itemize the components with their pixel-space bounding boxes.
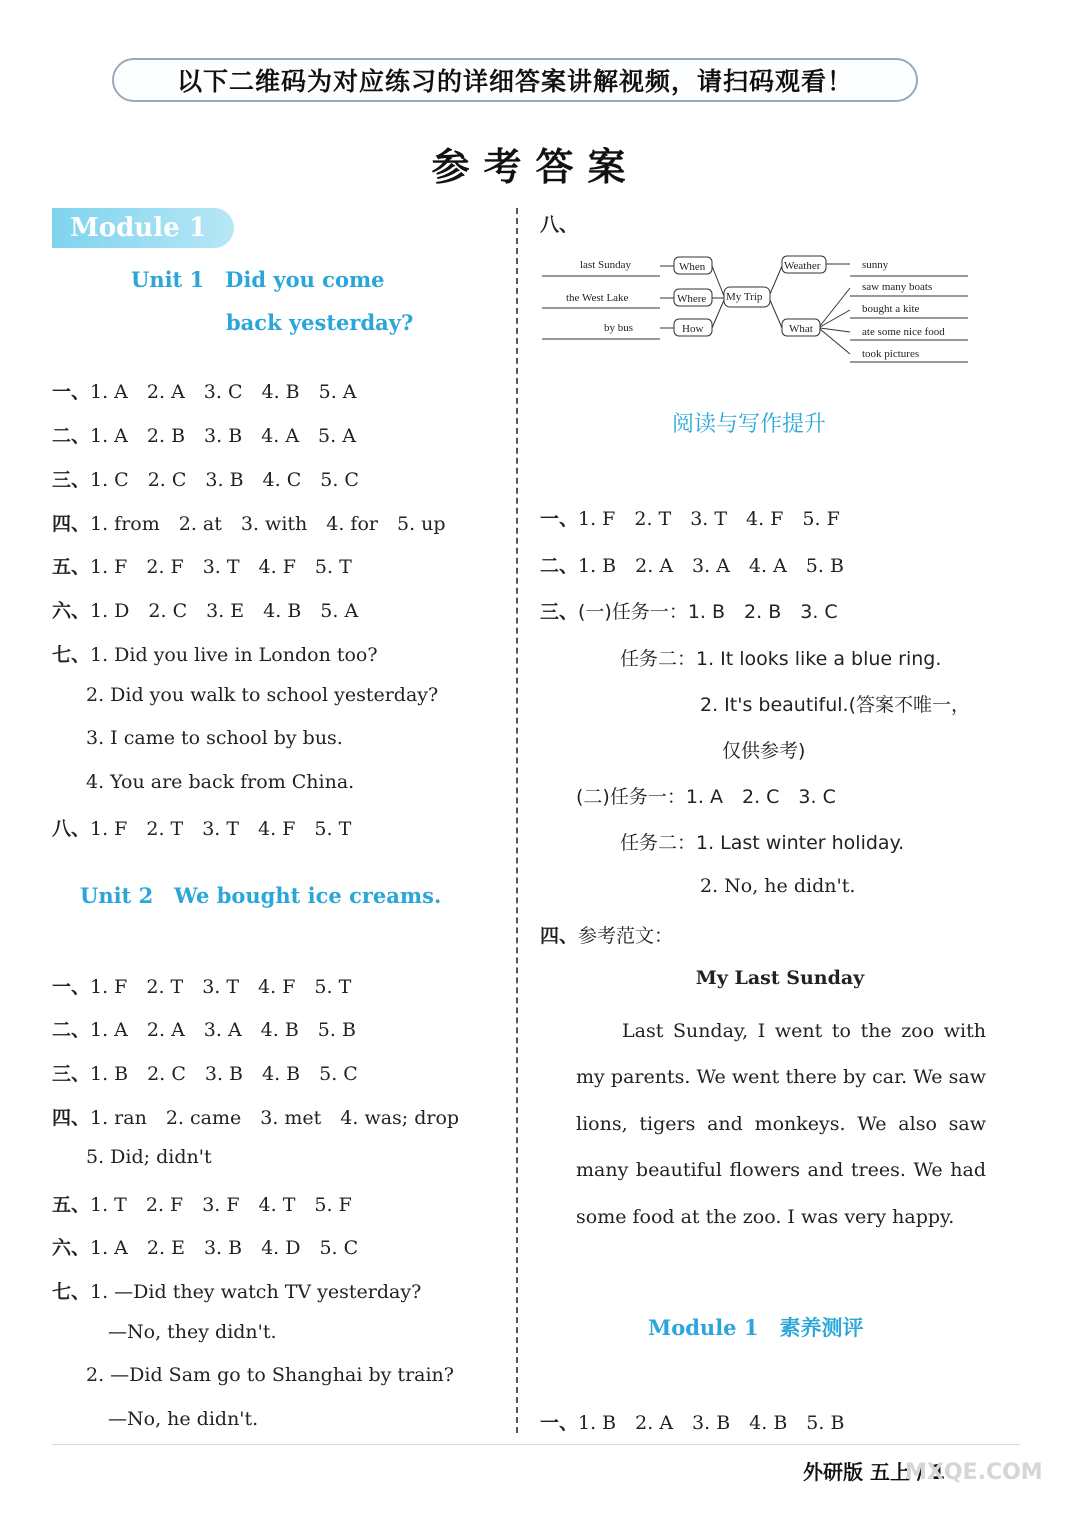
answer-line: 二、1. A 2. A 3. A 4. B 5. B: [52, 1019, 356, 1041]
answer-line: 五、1. F 2. F 3. T 4. F 5. T: [52, 556, 352, 578]
answer-line: 一、1. B 2. A 3. B 4. B 5. B: [540, 1412, 845, 1434]
diagram-answer-when: last Sunday: [580, 259, 632, 271]
qr-notice-banner: [112, 58, 918, 102]
diagram-answer-how: by bus: [604, 322, 634, 334]
answer-line: 一、1. F 2. T 3. T 4. F 5. F: [540, 508, 840, 530]
answer-line: —No, he didn't.: [108, 1408, 259, 1430]
answer-line: 六、1. D 2. C 3. E 4. B 5. A: [52, 600, 359, 622]
answer-line: 六、1. A 2. E 3. B 4. D 5. C: [52, 1237, 359, 1259]
diagram-answer-what: saw many boats: [862, 281, 933, 293]
reading-writing-heading: 阅读与写作提升: [672, 412, 827, 437]
diagram-node-weather: Weather: [784, 260, 821, 272]
answer-line: (二)任务一：1. A 2. C 3. C: [576, 786, 836, 808]
unit1-heading-line2: back yesterday?: [226, 310, 414, 335]
diagram-node-where: Where: [677, 293, 707, 305]
answer-line: 三、1. C 2. C 3. B 4. C 5. C: [52, 469, 359, 491]
answer-line: 2. No, he didn't.: [700, 875, 856, 897]
page-footer: 外研版 五上 / 1: [803, 1460, 946, 1484]
essay-title: My Last Sunday: [695, 967, 865, 989]
answer-line: 任务二：1. It looks like a blue ring.: [620, 648, 942, 670]
answer-line: 二、1. B 2. A 3. A 4. A 5. B: [540, 555, 844, 577]
banner-text: 以下二维码为对应练习的详细答案讲解视频，请扫码观看！: [176, 67, 853, 96]
diagram-answer-what: ate some nice food: [862, 326, 945, 338]
answer-line: 任务二：1. Last winter holiday.: [620, 832, 905, 854]
diagram-center: My Trip: [726, 291, 763, 303]
answer-line: 四、参考范文：: [540, 925, 674, 947]
diagram-answer-what: bought a kite: [862, 303, 920, 315]
diagram-answer-where: the West Lake: [566, 292, 629, 304]
answer-line: —No, they didn't.: [108, 1321, 277, 1343]
diagram-node-when: When: [679, 261, 706, 273]
site-watermark: MXQE.COM: [905, 1460, 1043, 1485]
bottom-rule: [52, 1444, 1020, 1445]
trip-mind-map: [538, 248, 978, 373]
answer-line: 二、1. A 2. B 3. B 4. A 5. A: [52, 425, 356, 447]
answer-line: 八、1. F 2. T 3. T 4. F 5. T: [52, 818, 352, 840]
model-essay: Last Sunday, I went to the zoo with my parents. We went there by car. We saw lions, tigers and monkeys. We also saw many beautiful flowers and trees. We had some food at the zoo. I was very happy.: [576, 1020, 986, 1228]
answer-line: 5. Did; didn't: [86, 1146, 212, 1168]
diagram-node-what: What: [789, 323, 813, 335]
answer-line: 七、1. Did you live in London too?: [52, 644, 378, 666]
answer-line: 四、1. ran 2. came 3. met 4. was; drop: [52, 1107, 460, 1129]
module-test-heading: Module 1 素养测评: [648, 1315, 864, 1340]
diagram-answer-what: took pictures: [862, 348, 920, 360]
answer-line: 三、(一)任务一：1. B 2. B 3. C: [540, 601, 838, 623]
answer-line: 2. Did you walk to school yesterday?: [86, 684, 439, 706]
answer-line: 五、1. T 2. F 3. F 4. T 5. F: [52, 1194, 352, 1216]
module-badge: Module 1: [52, 208, 234, 248]
answer-line: 七、1. —Did they watch TV yesterday?: [52, 1281, 422, 1303]
column-divider: [516, 208, 518, 1433]
unit1-heading-line1: Unit 1 Did you come: [131, 267, 385, 292]
diagram-answer-weather: sunny: [862, 259, 889, 271]
answer-line: 一、1. A 2. A 3. C 4. B 5. A: [52, 381, 357, 403]
answer-line: 三、1. B 2. C 3. B 4. B 5. C: [52, 1063, 358, 1085]
unit2-heading: Unit 2 We bought ice creams.: [80, 883, 442, 908]
answer-line: 3. I came to school by bus.: [86, 727, 343, 749]
diagram-node-how: How: [682, 323, 704, 335]
answer-line: 一、1. F 2. T 3. T 4. F 5. T: [52, 976, 352, 998]
section-8-label: 八、: [540, 214, 579, 236]
page-title: 参考答案: [431, 145, 640, 189]
answer-line: 四、1. from 2. at 3. with 4. for 5. up: [52, 513, 446, 535]
answer-line: 4. You are back from China.: [86, 771, 355, 793]
answer-line: 2. —Did Sam go to Shanghai by train?: [86, 1364, 454, 1386]
answer-line: 2. It's beautiful.(答案不唯一，: [700, 694, 971, 716]
answer-line: 仅供参考): [722, 740, 806, 762]
